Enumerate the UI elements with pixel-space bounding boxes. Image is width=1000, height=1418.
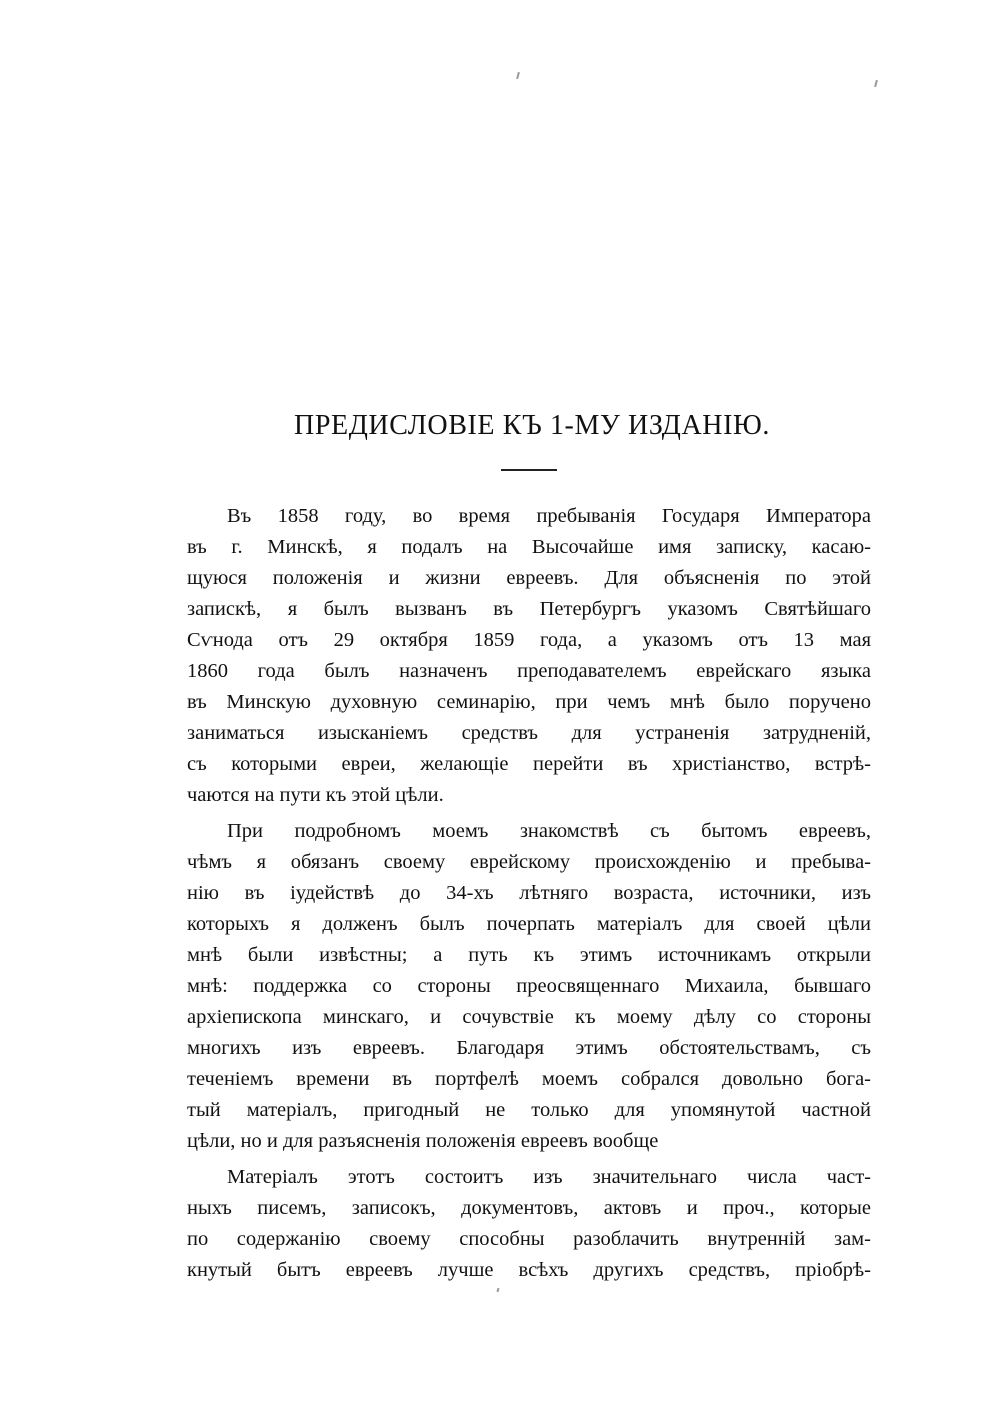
text-line: кнутый бытъ евреевъ лучше всѣхъ другихъ средствъ, пріобрѣ-	[187, 1259, 871, 1281]
scan-speck	[516, 72, 520, 79]
text-line: При подробномъ моемъ знакомствѣ съ бытомъ евреевъ,	[227, 820, 871, 842]
paragraph-2	[187, 816, 871, 1157]
text-line: архіепископа минскаго, и сочувствіе къ моему дѣлу со стороны	[187, 1006, 871, 1028]
body-text	[187, 501, 871, 1286]
text-line: тый матеріалъ, пригодный не только для упомянутой частной	[187, 1099, 871, 1121]
text-line: по содержанію своему способны разоблачить внутренній зам-	[187, 1228, 871, 1250]
text-line: мнѣ были извѣстны; а путь къ этимъ источникамъ открыли	[187, 944, 871, 966]
title-divider	[501, 469, 557, 471]
text-line: ныхъ писемъ, записокъ, документовъ, актовъ и проч., которые	[187, 1197, 871, 1219]
text-line: Матеріалъ этотъ состоитъ изъ значительнаго числа част-	[227, 1166, 871, 1188]
text-line: Въ 1858 году, во время пребыванія Государя Императора	[227, 505, 871, 527]
text-line: заниматься изысканіемъ средствъ для устраненія затрудненій,	[187, 722, 871, 744]
paragraph-1	[187, 501, 871, 811]
text-line: 1860 года былъ назначенъ преподавателемъ еврейскаго языка	[187, 660, 871, 682]
text-line: въ г. Минскѣ, я подалъ на Высочайше имя записку, касаю-	[187, 536, 871, 558]
text-line: чаются на пути къ этой цѣли.	[187, 784, 444, 806]
text-line: нію въ іудействѣ до 34-хъ лѣтняго возраста, источники, изъ	[187, 882, 871, 904]
text-line: Сѵнода отъ 29 октября 1859 года, а указомъ отъ 13 мая	[187, 629, 871, 651]
text-line: мнѣ: поддержка со стороны преосвященнаго Михаила, бывшаго	[187, 975, 871, 997]
text-line: въ Минскую духовную семинарію, при чемъ мнѣ было поручено	[187, 691, 871, 713]
text-line: щуюся положенія и жизни евреевъ. Для объясненія по этой	[187, 567, 871, 589]
text-line: запискѣ, я былъ вызванъ въ Петербургъ указомъ Святѣйшаго	[187, 598, 871, 620]
text-line: чѣмъ я обязанъ своему еврейскому происхожденію и пребыва-	[187, 851, 871, 873]
paragraph-3	[187, 1162, 871, 1286]
page-title: ПРЕДИСЛОВІЕ КЪ 1-МУ ИЗДАНІЮ.	[294, 410, 770, 441]
text-line: съ которыми евреи, желающіе перейти въ христіанство, встрѣ-	[187, 753, 871, 775]
scan-speck	[497, 1288, 500, 1292]
text-line: которыхъ я долженъ былъ почерпать матеріалъ для своей цѣли	[187, 913, 871, 935]
text-line: цѣли, но и для разъясненія положенія евреевъ вообще	[187, 1130, 659, 1152]
text-line: многихъ изъ евреевъ. Благодаря этимъ обстоятельствамъ, съ	[187, 1037, 871, 1059]
scan-speck	[874, 80, 878, 87]
text-line: теченіемъ времени въ портфелѣ моемъ собрался довольно бога-	[187, 1068, 871, 1090]
